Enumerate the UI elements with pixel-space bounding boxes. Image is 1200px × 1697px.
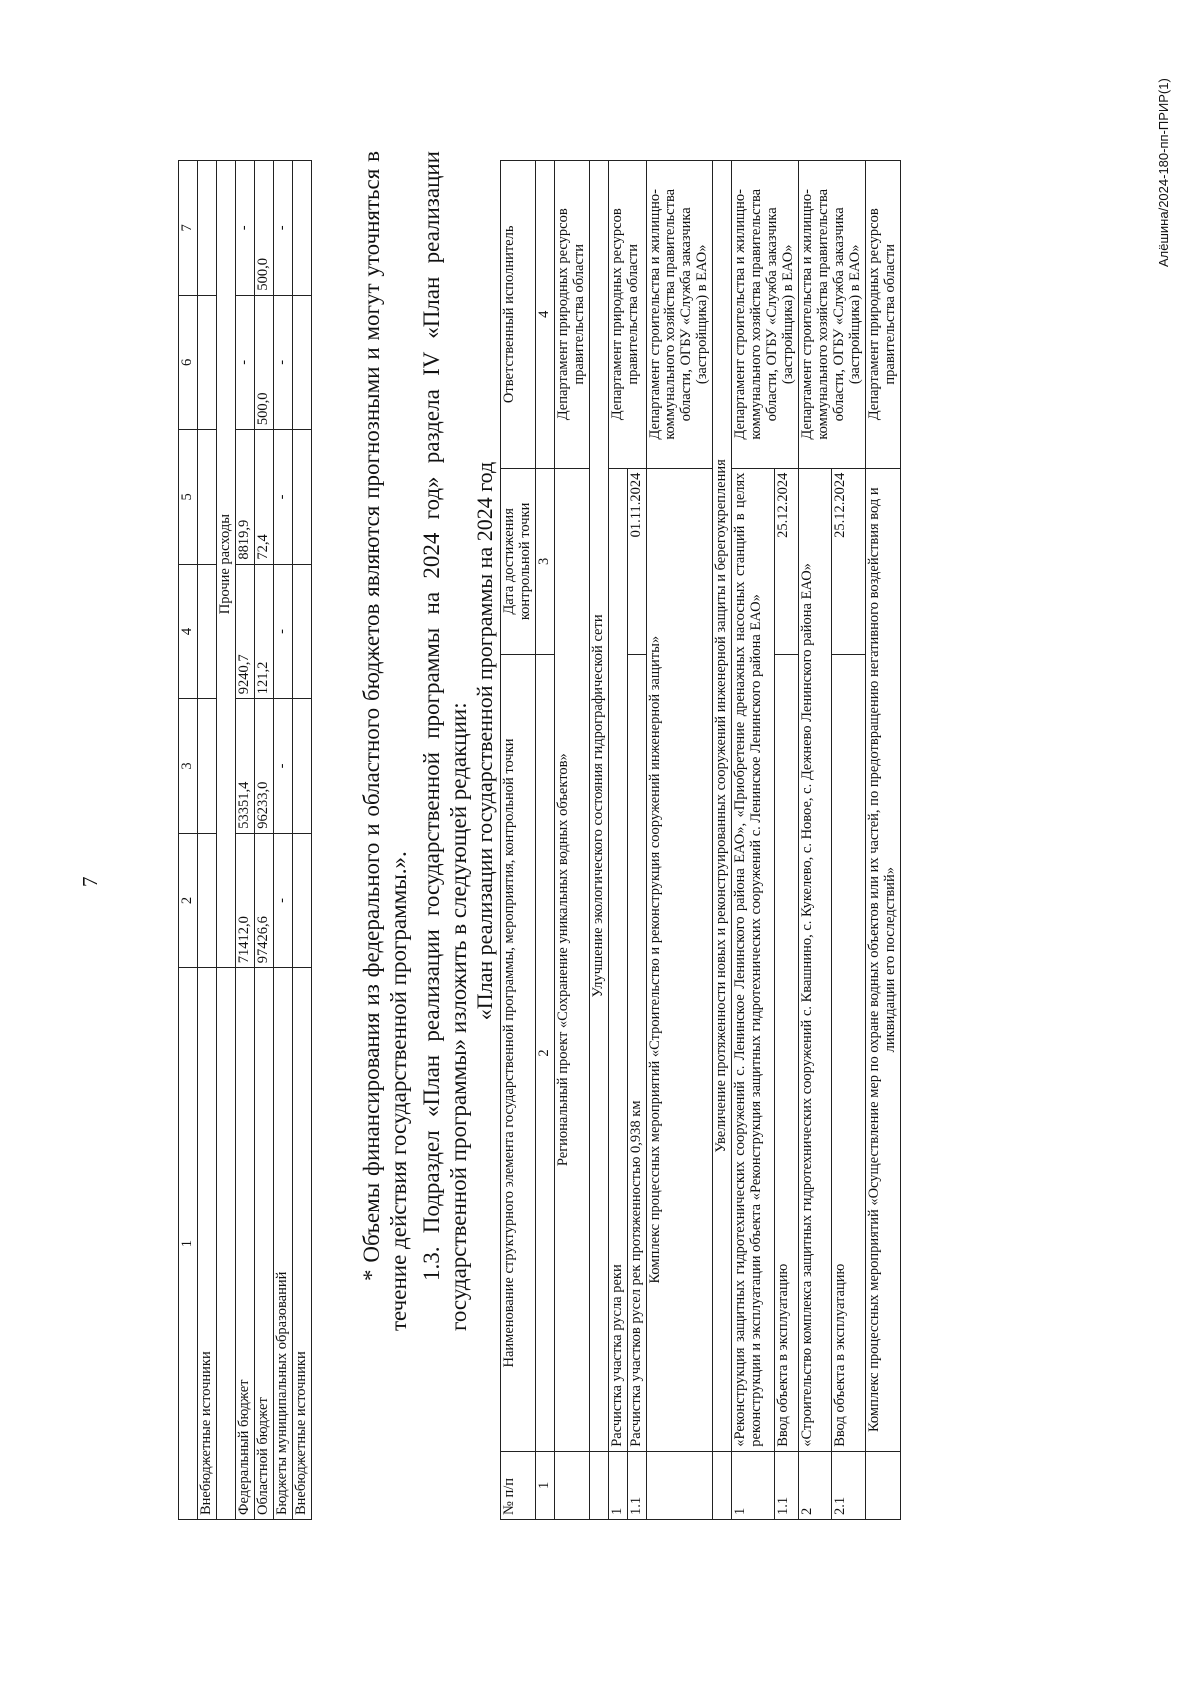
col-header: 7 [179, 161, 198, 296]
complex-row [646, 161, 713, 1520]
cell [197, 430, 216, 565]
cell [554, 1451, 589, 1519]
financing-table [178, 160, 312, 1520]
col-header: 1 [179, 968, 198, 1520]
cell [646, 1451, 713, 1519]
cell [197, 833, 216, 968]
table-row [273, 161, 292, 1520]
cell: 97426,6 [254, 833, 273, 968]
cell [292, 161, 311, 296]
row-label: Областной бюджет [254, 968, 273, 1520]
table-row [235, 161, 254, 1520]
table-row [254, 161, 273, 1520]
cell: - [273, 430, 292, 565]
responsible: Департамент природных ресурсов правительства области [554, 161, 589, 469]
responsible: Департамент природных ресурсов правительства области [608, 161, 646, 469]
row-number: 1 [608, 1451, 627, 1519]
complex-name: Комплекс процессных мероприятий «Осуществление мер по охране водных объектов или их частей, по предотвращению негативного воздействия вод и ликвидации его последствий» [865, 468, 900, 1451]
col-header-date: Дата достижения контрольной точки [501, 468, 536, 655]
table-row [292, 161, 311, 1520]
project-name: Региональный проект «Сохранение уникальных водных объектов» [554, 468, 589, 1451]
cell: - [273, 564, 292, 699]
cell: - [235, 295, 254, 430]
row-name: «Реконструкция защитных гидротехнических сооружений с. Ленинское Ленинского района ЕАО», «Приобретение дренажных насосных станций в целях реконструкции и эксплуатации объекта «Реконструкция защитных гидротехнических сооружений с. Ленинское Ленинского района ЕАО» [732, 468, 775, 1451]
row-number: 2 [798, 1451, 831, 1519]
col-header: 3 [179, 699, 198, 834]
responsible: Департамент строительства и жилищно-коммунального хозяйства правительства области, ОГБУ «Служба заказчика (застройщика) в ЕАО» [798, 161, 865, 469]
col-number: 1 [535, 1451, 554, 1519]
cell: 8819,9 [235, 430, 254, 565]
row-name: Расчистка участка русла реки [608, 468, 627, 1451]
cell: 96233,0 [254, 699, 273, 834]
cell: 71412,0 [235, 833, 254, 968]
col-header-number: № п/п [501, 1451, 536, 1519]
table-row [732, 161, 775, 1520]
project-row [554, 161, 589, 1520]
row-number: 1 [732, 1451, 775, 1519]
col-header-responsible: Ответственный исполнитель [501, 161, 536, 469]
cell [197, 564, 216, 699]
row-name: Расчистка участков русел рек протяженностью 0,938 км [627, 655, 646, 1452]
cell: - [273, 295, 292, 430]
cell [197, 699, 216, 834]
row-date: 25.12.2024 [775, 468, 799, 655]
col-number: 3 [535, 468, 554, 655]
section-label: Прочие расходы [216, 161, 235, 968]
column-number-row [535, 161, 554, 1520]
task-row [589, 161, 608, 1520]
col-header: 4 [179, 564, 198, 699]
row-label: Внебюджетные источники [292, 968, 311, 1520]
responsible: Департамент строительства и жилищно-коммунального хозяйства правительства области, ОГБУ «Служба заказчика (застройщика) в ЕАО» [646, 161, 713, 469]
cell: - [235, 161, 254, 296]
task-name: Улучшение экологического состояния гидрографической сети [589, 161, 608, 1452]
col-header-name: Наименование структурного элемента государственной программы, мероприятия, контрольной точки [501, 655, 536, 1452]
row-number: 1.1 [627, 1451, 646, 1519]
col-number: 2 [535, 655, 554, 1452]
page-number: 7 [78, 876, 102, 887]
cell: 500,0 [254, 161, 273, 296]
cell: 500,0 [254, 295, 273, 430]
row-number: 2.1 [832, 1451, 865, 1519]
row-label: Бюджеты муниципальных образований [273, 968, 292, 1520]
col-number: 4 [535, 161, 554, 469]
footnote-paragraph: * Объемы финансирования из федерального и областного бюджетов являются прогнозными и могут уточняться в течение действия государственной программы.». [359, 151, 411, 1331]
col-header: 6 [179, 295, 198, 430]
cell [292, 564, 311, 699]
cell: - [273, 833, 292, 968]
cell: 121,2 [254, 564, 273, 699]
plan-table-title: «План реализации государственной программы на 2024 год [472, 461, 497, 1021]
responsible: Департамент природных ресурсов правительства области [865, 161, 900, 469]
cell [865, 1451, 900, 1519]
task-row [713, 161, 732, 1520]
implementation-plan-table [500, 160, 901, 1520]
cell: - [273, 161, 292, 296]
task-name: Увеличение протяженности новых и реконструированных сооружений инженерной защиты и берегоукрепления [713, 161, 732, 1452]
cell [292, 295, 311, 430]
row-label: Федеральный бюджет [235, 968, 254, 1520]
table-row [608, 161, 627, 1520]
cell: 9240,7 [235, 564, 254, 699]
cell [197, 161, 216, 296]
col-header: 5 [179, 430, 198, 565]
amendment-paragraph: 1.3. Подраздел «План реализации государственной программы на 2024 год» раздела IV «План реализации государственной программы» изложить в следующей редакции: [419, 151, 471, 1331]
row-name: «Строительство комплекса защитных гидротехнических сооружений с. Квашнино, с. Кукелево, с. Новое, с. Дежнево Ленинского района ЕАО» [798, 468, 831, 1451]
col-header: 2 [179, 833, 198, 968]
table-row [798, 161, 831, 1520]
row-label: Внебюджетные источники [197, 968, 216, 1520]
document-footer: Алёшина/2024-180-пп-ПРИР(1) [1156, 78, 1171, 267]
cell [292, 833, 311, 968]
cell [292, 699, 311, 834]
row-number: 1.1 [775, 1451, 799, 1519]
section-row [216, 161, 235, 1520]
cell [713, 1451, 732, 1519]
table-row [197, 161, 216, 1520]
responsible: Департамент строительства и жилищно-коммунального хозяйства правительства области, ОГБУ «Служба заказчика (застройщика) в ЕАО» [732, 161, 799, 469]
cell: 53351,4 [235, 699, 254, 834]
cell [216, 968, 235, 1520]
table-header-row [501, 161, 536, 1520]
cell [292, 430, 311, 565]
row-date: 01.11.2024 [627, 468, 646, 655]
cell: - [273, 699, 292, 834]
cell [589, 1451, 608, 1519]
cell [197, 295, 216, 430]
row-name: Ввод объекта в эксплуатацию [832, 655, 865, 1452]
cell: 72,4 [254, 430, 273, 565]
row-date: 25.12.2024 [832, 468, 865, 655]
complex-name: Комплекс процессных мероприятий «Строительство и реконструкция сооружений инженерной защиты» [646, 468, 713, 1451]
complex-row [865, 161, 900, 1520]
row-name: Ввод объекта в эксплуатацию [775, 655, 799, 1452]
table-header-row [179, 161, 198, 1520]
